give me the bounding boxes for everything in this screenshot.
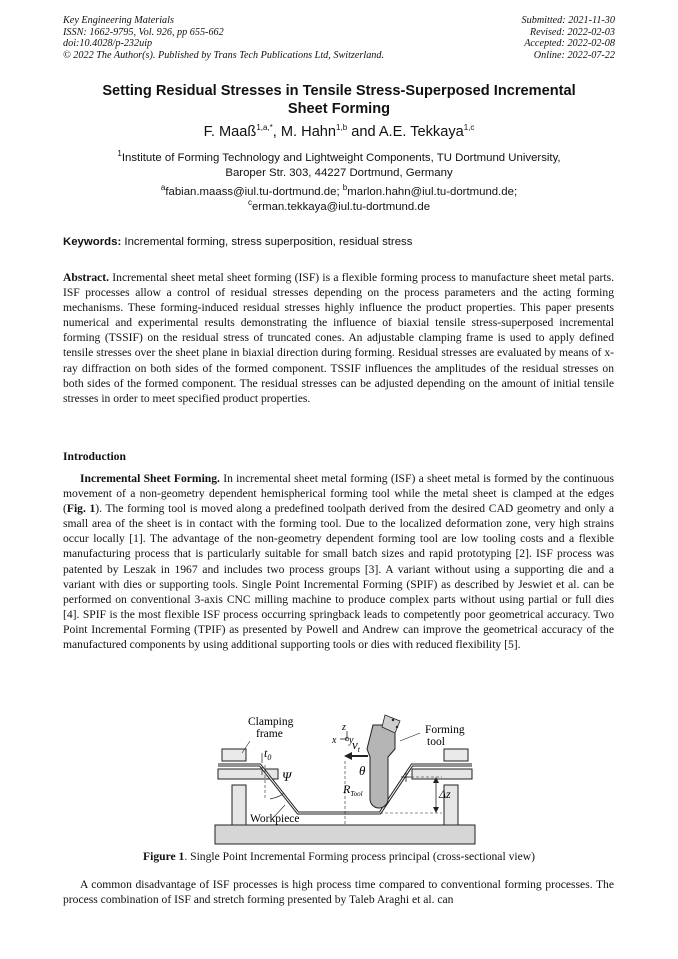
- author-3-sup: 1,c: [463, 123, 475, 133]
- doi: doi:10.4028/p-232uip: [63, 38, 153, 50]
- frame-lower-right: [412, 769, 472, 779]
- email-a-sup: a: [160, 183, 166, 193]
- clamp-upper-left: [222, 749, 246, 761]
- figure-reference[interactable]: Fig. 1: [66, 502, 96, 516]
- keywords-text: Incremental forming, stress superposition, residual stress: [121, 236, 413, 248]
- intro-text-2: ). The forming tool is moved along a predefined toolpath derived from the desired CAD geometry and only a small area of the sheet is in contact with the forming tool. Due to the localized deformation zone, very high strains occur locally [1]. The advantage of the non-geometry dependent forming tool are low tooling costs and a flexible manufacturing process that is particularly suitable for small batch sizes and rapid prototyping [2]. ISF process was patented by Leszak in 1967 and includes two process groups [3]. A variant without using a supporting die and a variant with dies or supporting tools. Single Point Incremental Forming (SPIF) as described by Jeswiet et al. can be performed on conventional 3-axis CNC milling machine to produce complex parts without using partial or full dies [4]. SPIF is the most flexible ISF process occurring springback leads to competently poor geometrical accuracy. Two Point Incremental Forming (TPIF) as presented by Powell and Andrew can improve the geometrical accuracy of the manufactured components by using additional supporting tools or dies with reduced flexibility [5].: [63, 502, 614, 652]
- keywords-label: Keywords:: [63, 236, 122, 248]
- abstract-text: Incremental sheet metal sheet forming (ISF) is a flexible forming process to manufacture sheet metal parts. ISF processes allow a control of residual stresses depending on the process parameters and the acting forming mechanisms. These forming-induced residual stresses highly influence the product properties. This paper presents numerical and experimental results demonstrating the influence of biaxial tensile stress-superposed incremental forming (TSSIF) on the residual stress of truncated cones. An adjustable clamping frame is used to apply defined tensile stresses over the sheet plane in biaxial direction during forming. Residual stresses are evaluated by means of x-ray diffraction on both sides of the formed component. TSSIF influences the amplitudes of the residual stresses on both sides of the formed component. The residual stresses can be adjusted depending on the amount of initial tensile stresses in order to meet specified product properties.: [63, 271, 614, 405]
- label-t0: $t_0$: [264, 746, 272, 762]
- author-2-sup: 1,b: [336, 123, 348, 133]
- affiliation-line-2: Baroper Str. 303, 44227 Dortmund, Germany: [225, 167, 453, 179]
- affiliation-line-1: Institute of Forming Technology and Lightweight Components, TU Dortmund University,: [121, 152, 561, 164]
- label-axis-x: x: [332, 735, 337, 746]
- label-forming-tool-2: tool: [427, 736, 445, 748]
- clamp-upper-right: [444, 749, 468, 761]
- author-1-sup: 1,a,*: [256, 123, 273, 133]
- email-b-sup: b: [342, 183, 348, 193]
- label-vt: $v_t$: [352, 737, 361, 754]
- caption-label: Figure 1: [143, 850, 185, 863]
- journal-name: Key Engineering Materials: [63, 15, 174, 26]
- accepted-date: Accepted: 2022-02-08: [524, 38, 615, 50]
- label-axis-y: y: [349, 735, 354, 746]
- online-date: Online: 2022-07-22: [533, 49, 615, 61]
- spif-diagram: [210, 713, 480, 847]
- title-line-2: Sheet Forming: [287, 101, 391, 117]
- revised-date: Revised: 2022-02-03: [529, 26, 615, 38]
- author-2: , M. Hahn: [272, 124, 337, 140]
- label-clamping-frame-1: Clamping: [248, 716, 294, 728]
- label-psi: Ψ: [282, 769, 292, 784]
- author-list: [63, 124, 615, 140]
- author-1: F. Maaß: [203, 124, 257, 140]
- label-theta: θ: [359, 763, 366, 778]
- email-list: [63, 185, 615, 215]
- subsection-label: Incremental Sheet Forming.: [80, 472, 220, 485]
- title-line-1: Setting Residual Stresses in Tensile Stress-Superposed Incremental: [102, 83, 576, 99]
- email-a[interactable]: fabian.maass@iul.tu-dortmund.de;: [165, 186, 343, 198]
- journal-header: [63, 15, 615, 61]
- label-delta-z: Δz: [439, 787, 451, 801]
- email-b[interactable]: marlon.hahn@iul.tu-dortmund.de;: [347, 186, 518, 198]
- abstract: [63, 270, 614, 406]
- figure-caption: [63, 850, 615, 863]
- label-axis-z: z: [342, 722, 346, 733]
- author-3: and A.E. Tekkaya: [347, 124, 464, 140]
- email-c[interactable]: erman.tekkaya@iul.tu-dortmund.de: [251, 201, 431, 213]
- base-plate: [215, 825, 475, 844]
- submitted-date: Submitted: 2021-11-30: [521, 15, 615, 26]
- paper-title: [63, 82, 615, 118]
- introduction-paragraph: [63, 471, 614, 652]
- affiliation: [63, 151, 615, 181]
- label-workpiece: Workpiece: [250, 813, 300, 825]
- abstract-label: Abstract.: [63, 271, 110, 284]
- intro-text-1: In incremental sheet metal forming (ISF) a sheet metal is formed by the continuous movement of a non-geometry dependent hemispherical forming tool while the metal sheet is clamped at the edges (: [63, 472, 614, 516]
- column-left: [232, 785, 246, 825]
- keywords: [63, 236, 615, 248]
- copyright: © 2022 The Author(s). Published by Trans Tech Publications Ltd, Switzerland.: [63, 49, 385, 61]
- post-figure-paragraph: A common disadvantage of ISF processes is high process time compared to conventional forming processes. The process combination of ISF and stretch forming presented by Taleb Araghi et al. can: [63, 878, 614, 907]
- issn: ISSN: 1662-9795, Vol. 926, pp 655-662: [63, 26, 224, 38]
- label-rtool: $R_{Tool}$: [343, 782, 363, 798]
- section-heading-introduction: Introduction: [63, 450, 126, 463]
- label-clamping-frame-2: frame: [256, 728, 283, 740]
- label-forming-tool-1: Forming: [425, 724, 465, 736]
- email-c-sup: c: [247, 198, 252, 208]
- affiliation-sup: 1: [117, 149, 122, 159]
- caption-text: . Single Point Incremental Forming process principal (cross-sectional view): [184, 850, 535, 863]
